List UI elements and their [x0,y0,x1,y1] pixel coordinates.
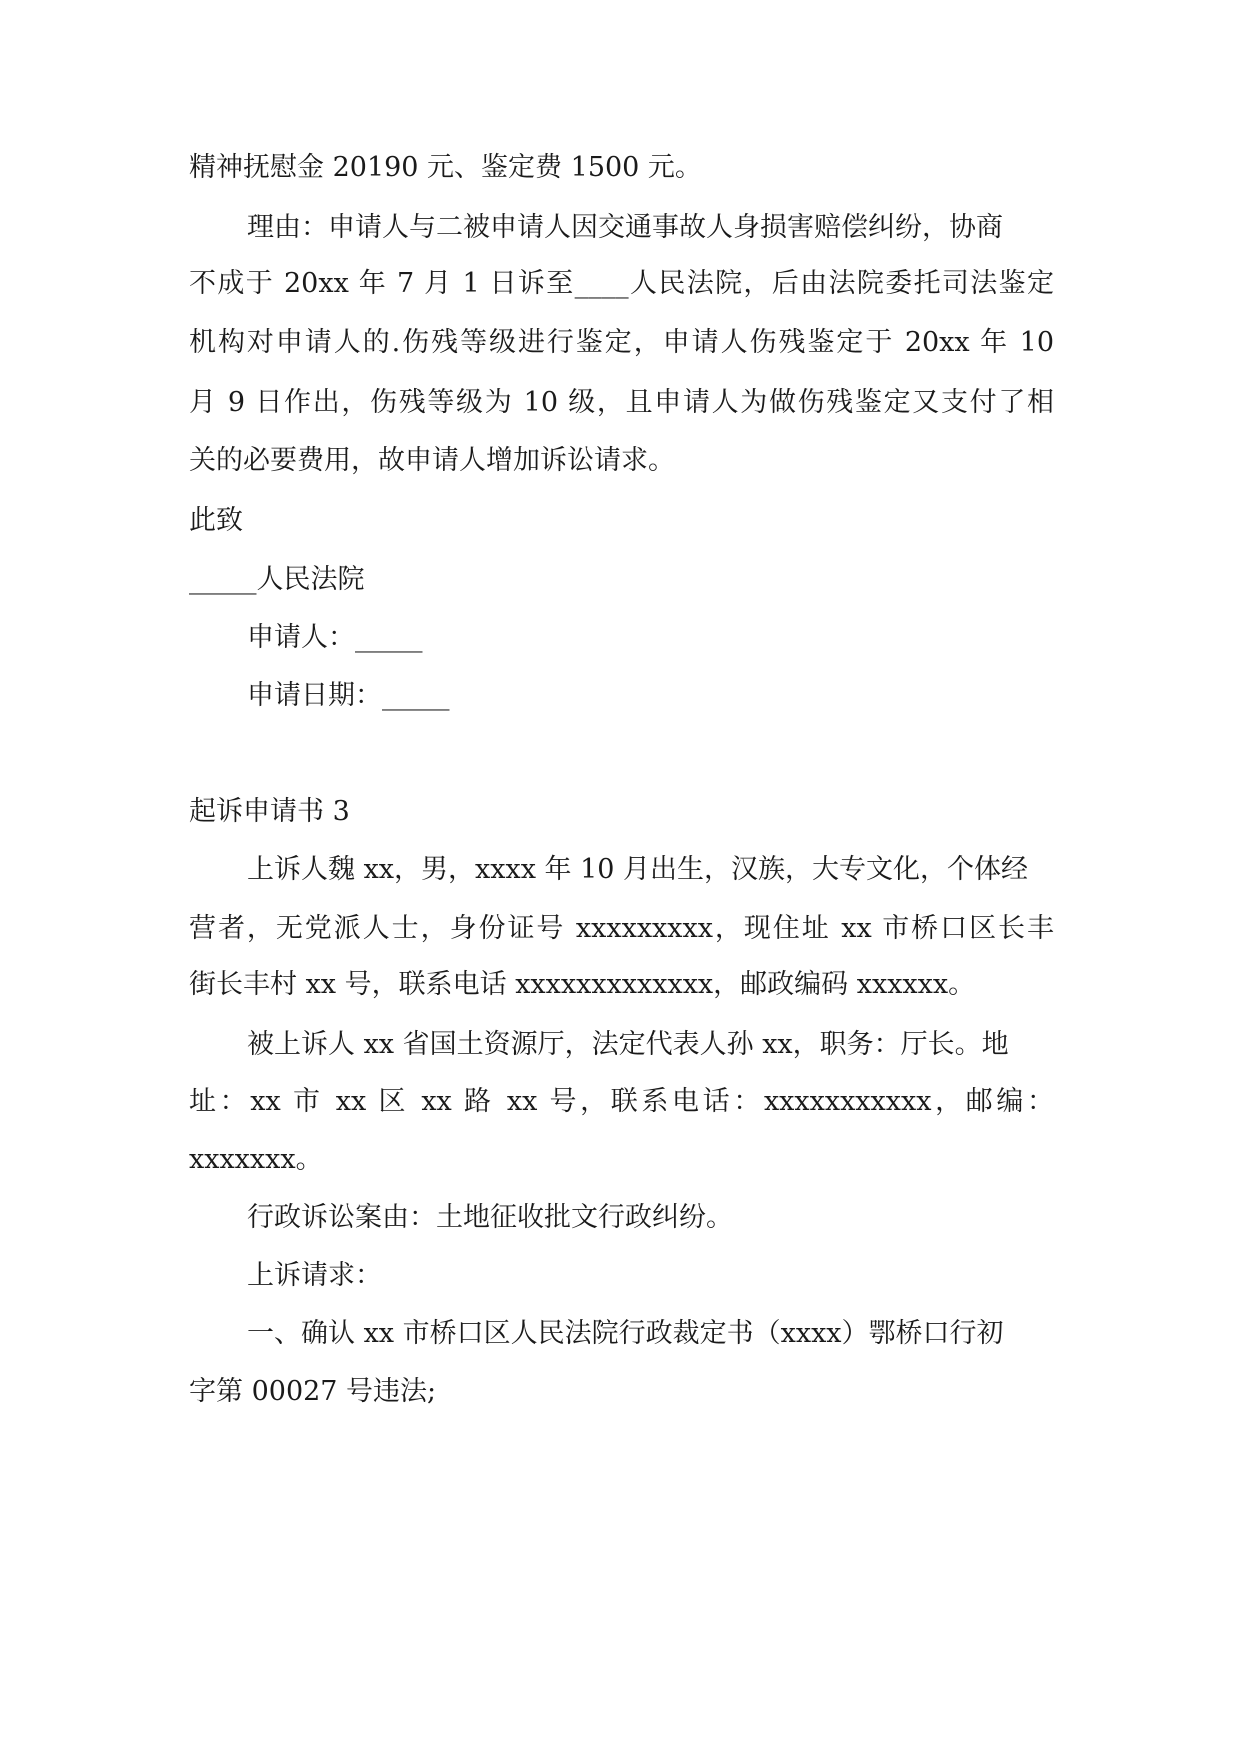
paragraph-line: 精神抚慰金 20190 元、鉴定费 1500 元。 [189,152,702,183]
paragraph-line: 月 9 日作出，伤残等级为 10 级，且申请人为做伤残鉴定又支付了相 [189,387,1054,418]
paragraph-line: 上诉人魏 xx，男，xxxx 年 10 月出生，汉族，大专文化，个体经 [247,854,1029,885]
paragraph-line: 被上诉人 xx 省国土资源厅，法定代表人孙 xx，职务：厅长。地 [247,1029,1009,1060]
paragraph-line: 理由：申请人与二被申请人因交通事故人身损害赔偿纠纷，协商 [247,212,1003,243]
salutation: 此致 [189,505,243,536]
paragraph-line: 营者，无党派人士，身份证号 xxxxxxxxx，现住址 xx 市桥口区长丰 [189,913,1054,944]
section-title: 起诉申请书 3 [189,796,350,827]
application-date-line: 申请日期：_____ [247,680,450,711]
paragraph-line: 一、确认 xx 市桥口区人民法院行政裁定书（xxxx）鄂桥口行初 [247,1318,1004,1349]
appeal-requests-heading: 上诉请求： [247,1260,382,1291]
paragraph-line: 机构对申请人的.伤残等级进行鉴定，申请人伤残鉴定于 20xx 年 10 [189,327,1054,358]
paragraph-line: xxxxxxx。 [189,1144,323,1175]
paragraph-line: 不成于 20xx 年 7 月 1 日诉至____人民法院，后由法院委托司法鉴定 [189,268,1054,299]
paragraph-line: 关的必要费用，故申请人增加诉讼请求。 [189,445,675,476]
court-addressee: _____人民法院 [189,564,365,595]
paragraph-line: 街长丰村 xx 号，联系电话 xxxxxxxxxxxxx，邮政编码 xxxxxx。 [189,969,976,1000]
paragraph-line: 字第 00027 号违法; [189,1376,437,1407]
case-cause: 行政诉讼案由：土地征收批文行政纠纷。 [247,1202,733,1233]
paragraph-line: 址：xx 市 xx 区 xx 路 xx 号，联系电话：xxxxxxxxxxx，邮编： [189,1086,1054,1117]
applicant-line: 申请人：_____ [247,622,423,653]
